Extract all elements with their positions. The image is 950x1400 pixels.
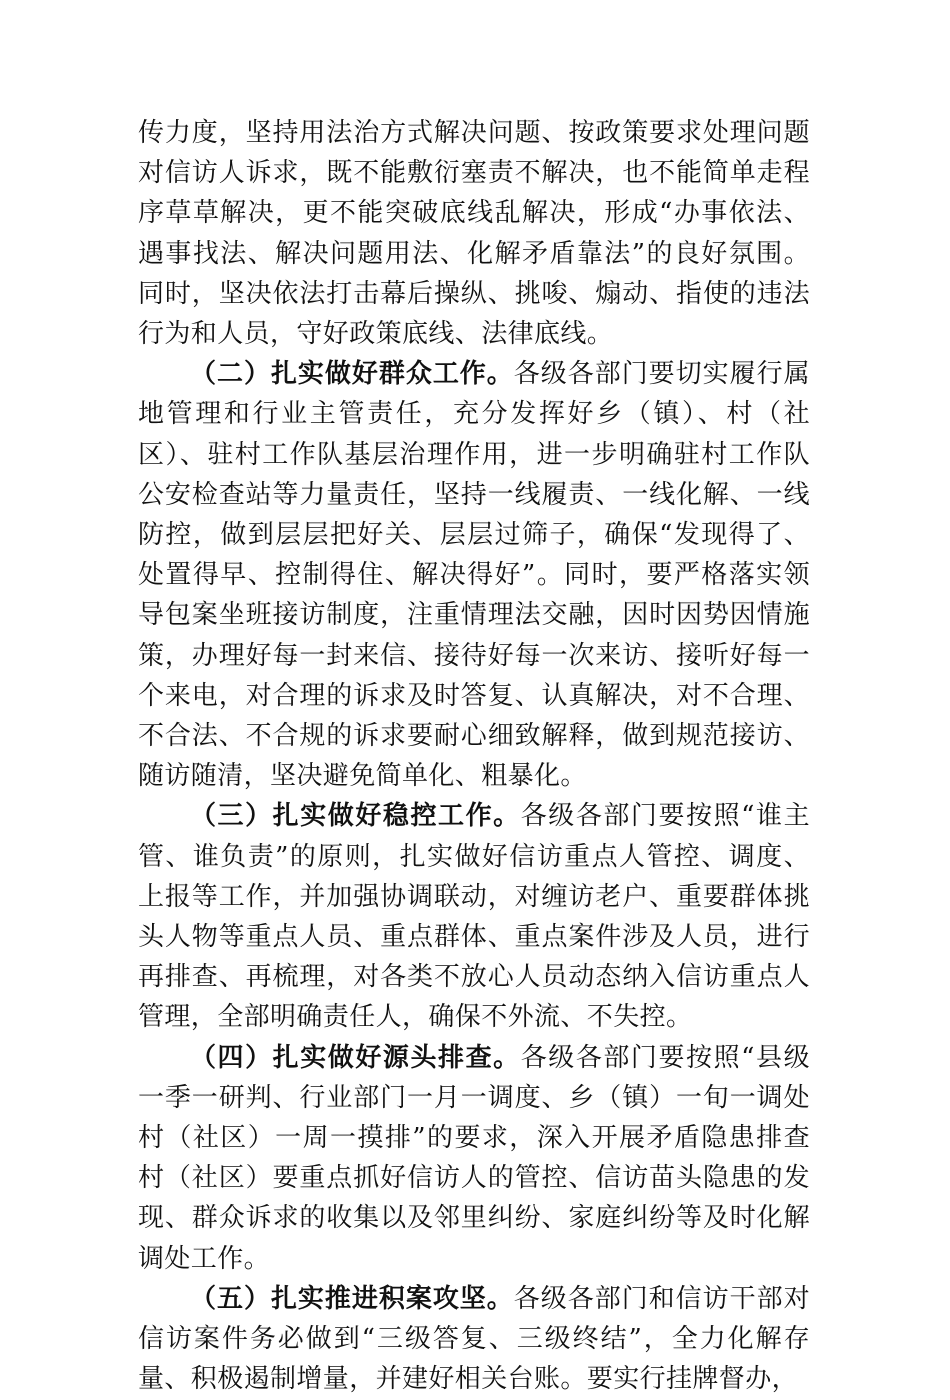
paragraph-mass-work (138, 354, 810, 796)
paragraph-text: 各级各部门要按照“谁主管、谁负责”的原则，扎实做好信访重点人管控、调度、上报等工作，并加强协调联动，对缠访老户、重要群体挑头人物等重点人员、重点群体、重点案件涉及人员，进行再排查、再梳理，对各类不放心人员动态纳入信访重点人管理，全部明确责任人，确保不外流、不失控。 (138, 801, 810, 1033)
paragraph-backlog-cases (138, 1279, 810, 1400)
paragraph-continuation (138, 113, 810, 354)
paragraph-text: 传力度，坚持用法治方式解决问题、按政策要求处理问题对信访人诉求，既不能敷衍塞责不解决，也不能简单走程序草草解决，更不能突破底线乱解决，形成“办事依法、遇事找法、解决问题用法、化解矛盾靠法”的良好氛围。同时，坚决依法打击幕后操纵、挑唆、煽动、指使的违法行为和人员，守好政策底线、法律底线。 (138, 118, 810, 350)
section-heading: （三）扎实做好稳控工作。 (190, 801, 521, 832)
paragraph-stability-control (138, 796, 810, 1037)
paragraph-source-screening (138, 1038, 810, 1279)
paragraph-text: 各级各部门要切实履行属地管理和行业主管责任，充分发挥好乡（镇）、村（社区）、驻村工作队基层治理作用，进一步明确驻村工作队公安检查站等力量责任，坚持一线履责、一线化解、一线防控，做到层层把好关、层层过筛子，确保“发现得了、处置得早、控制得住、解决得好”。同时，要严格落实领导包案坐班接访制度，注重情理法交融，因时因势因情施策，办理好每一封来信、接待好每一次来访、接听好每一个来电，对合理的诉求及时答复、认真解决，对不合理、不合法、不合规的诉求要耐心细致解释，做到规范接访、随访随清，坚决避免简单化、粗暴化。 (138, 359, 810, 792)
section-heading: （五）扎实推进积案攻坚。 (190, 1283, 514, 1314)
paragraph-text: 各级各部门要按照“县级一季一研判、行业部门一月一调度、乡（镇）一旬一调处村（社区）一周一摸排”的要求，深入开展矛盾隐患排查村（社区）要重点抓好信访人的管控、信访苗头隐患的发现、群众诉求的收集以及邻里纠纷、家庭纠纷等及时化解调处工作。 (138, 1042, 810, 1274)
section-heading: （二）扎实做好群众工作。 (190, 359, 514, 390)
paragraph-text: 各级各部门和信访干部对信访案件务必做到“三级答复、三级终结”，全力化解存量、积极遏制增量，并建好相关台账。要实行挂牌督办， (138, 1283, 810, 1395)
section-heading: （四）扎实做好源头排查。 (190, 1042, 521, 1073)
document-body (138, 113, 810, 1400)
